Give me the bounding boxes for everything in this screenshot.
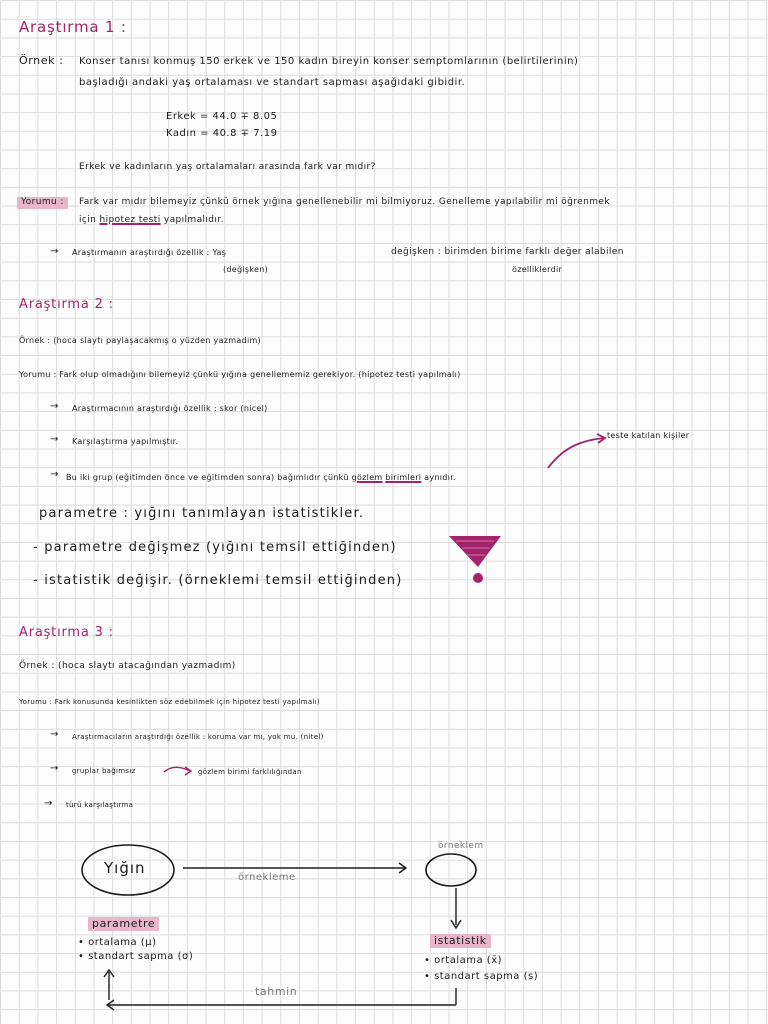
s2-ornek: Örnek : (hoca slaytı paylaşacakmış o yüzden yazmadım)	[19, 336, 261, 345]
gozlem-underlined: gözlem	[351, 473, 383, 482]
yorum-for: için	[79, 215, 97, 225]
yorum-must: yapılmalıdır.	[163, 215, 224, 225]
s2-arrow-2: Karşılaştırma yapılmıştır.	[72, 437, 179, 446]
arrow-icon: →	[50, 246, 59, 257]
arrow-icon: →	[50, 401, 59, 412]
ornek-label: Örnek :	[19, 54, 64, 67]
aynidir-text: aynıdır.	[424, 473, 456, 482]
param-item-sapma: • standart sapma (σ)	[78, 951, 194, 962]
yorum-label: Yorumu :	[17, 197, 68, 209]
istatistik-box: istatistik	[430, 934, 491, 948]
ist-item-sapma: • standart sapma (s)	[424, 971, 539, 982]
s3-arrow-1: Araştırmacıların araştırdığı özellik : koruma var mı, yok mu. (nitel)	[72, 733, 324, 741]
orneklem-ellipse	[426, 854, 476, 886]
s1-arrow-text: Araştırmanın araştırdığı özellik : Yaş	[72, 248, 227, 257]
bagimli-text: Bu iki grup (eğitimden önce ve eğitimden sonra) bağımlıdır çünkü	[66, 473, 349, 482]
yigin-ellipse	[82, 845, 174, 895]
kadin-stat: Kadın = 40.8 ∓ 7.19	[166, 128, 278, 139]
arrow-icon: →	[50, 729, 59, 740]
arrow-icon: →	[50, 469, 59, 480]
orneklem-label: örneklem	[438, 841, 484, 851]
s2-yorum: Yorumu : Fark olup olmadığını bilemeyiz çünkü yığına genellememiz gerekiyor. (hipotez testi yapılmalı)	[19, 370, 461, 379]
degisken-def-2: özelliklerdir	[512, 265, 563, 274]
arrow-icon: →	[50, 434, 59, 445]
birimleri-underlined: birimleri	[385, 473, 422, 482]
bagimsiz-arrowhead	[185, 767, 191, 775]
s1-arrow-subtext: (değişken)	[223, 265, 269, 274]
hipotez-testi-underlined: hipotez testi	[99, 215, 161, 225]
ornekleme-label: örnekleme	[238, 872, 296, 883]
s3-arrow-2a: gruplar bağımsız	[72, 767, 136, 775]
section-1-title: Araştırma 1 :	[19, 18, 127, 36]
tahmin-label: tahmin	[255, 985, 298, 998]
exclamation-dot-icon	[473, 573, 483, 583]
arrow-icon: →	[50, 763, 59, 774]
parametre-degismez: - parametre değişmez (yığını temsil ettiğinden)	[33, 540, 397, 555]
s3-arrow-3: türü karşılaştırma	[66, 801, 134, 809]
s3-arrow-2b: gözlem birimi farklılığından	[198, 768, 302, 776]
note-katilan-kisiler: teste katılan kişiler	[607, 431, 690, 440]
istatistik-degisir: - istatistik değişir. (örneklemi temsil ettiğinden)	[33, 573, 403, 588]
s2-arrow-1: Araştırmacının araştırdığı özellik : skor (nicel)	[72, 404, 268, 413]
ornek-line-2: başladığı andaki yaş ortalaması ve standart sapması aşağıdaki gibidir.	[79, 77, 466, 88]
question: Erkek ve kadınların yaş ortalamaları arasında fark var mıdır?	[79, 162, 376, 172]
ist-item-ortalama: • ortalama (x̄)	[424, 955, 503, 966]
arrow-icon: →	[44, 798, 53, 809]
erkek-stat: Erkek = 44.0 ∓ 8.05	[166, 111, 278, 122]
s3-yorum: Yorumu : Fark konusunda kesinlikten söz edebilmek için hipotez testi yapılmalı)	[19, 698, 320, 706]
parametre-definition: parametre : yığını tanımlayan istatistikler.	[39, 506, 365, 521]
yigin-label: Yığın	[104, 859, 146, 877]
yorum-line-1: Fark var mıdır bilemeyiz çünkü örnek yığına genellenebilir mi bilmiyoruz. Genelleme yapılabilir mi öğrenmek	[79, 197, 610, 207]
curved-note-arrow	[548, 438, 604, 468]
degisken-def-1: değişken : birimden birime farklı değer alabilen	[391, 247, 624, 257]
parametre-box: parametre	[88, 917, 159, 931]
s3-ornek: Örnek : (hoca slaytı atacağından yazmadım)	[19, 661, 236, 671]
param-item-ortalama: • ortalama (μ)	[78, 937, 157, 948]
section-3-title: Araştırma 3 :	[19, 625, 114, 640]
ornek-line-1: Konser tanısı konmuş 150 erkek ve 150 kadın bireyin konser semptomlarının (belirtilerinin)	[79, 56, 579, 67]
section-2-title: Araştırma 2 :	[19, 297, 114, 312]
